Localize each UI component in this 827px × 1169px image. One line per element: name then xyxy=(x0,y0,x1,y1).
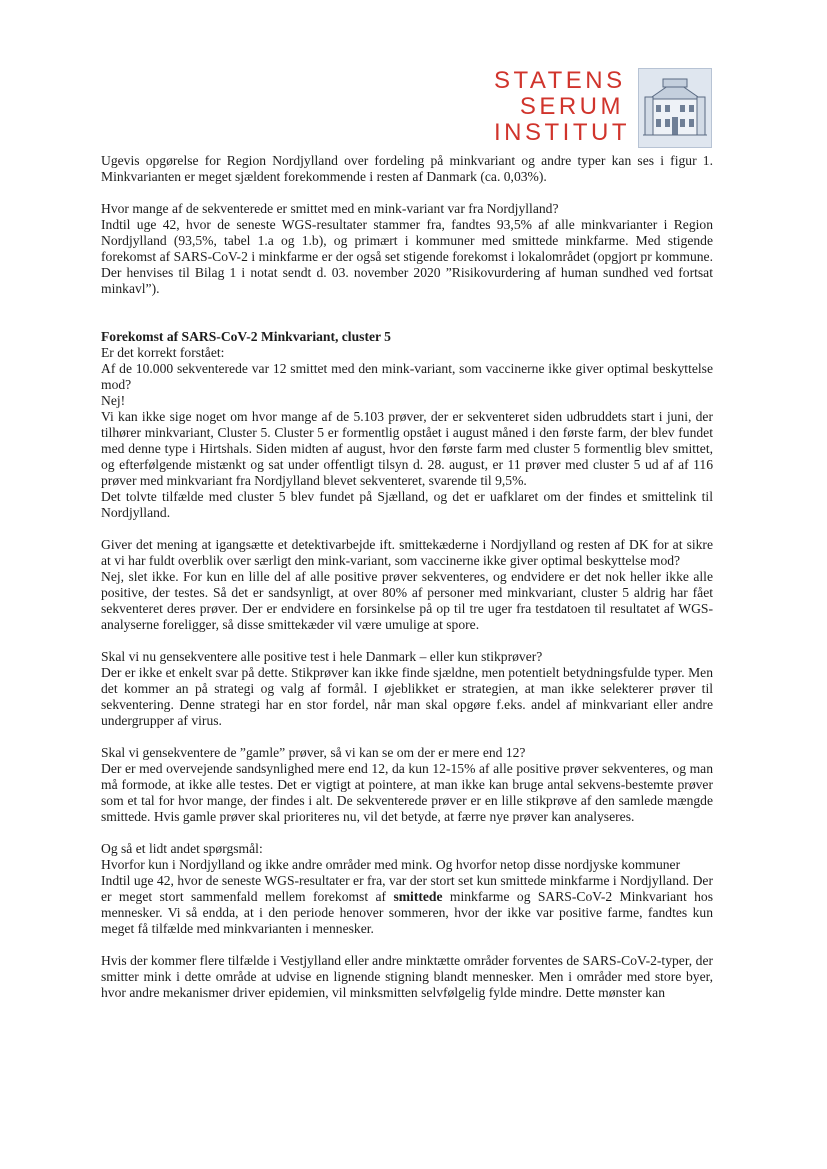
logo-line-statens: STATENS xyxy=(494,67,626,94)
gamle-question: Skal vi gensekventere de ”gamle” prøver, så vi kan se om der er mere end 12? xyxy=(101,745,526,760)
andet-intro: Og så et lidt andet spørgsmål: xyxy=(101,841,263,856)
document-body xyxy=(101,153,713,1001)
cluster5-line-3: Nej! xyxy=(101,393,126,408)
intro-paragraph: Ugevis opgørelse for Region Nordjylland over fordeling på minkvariant og andre typer kan ses i figur 1. Minkvarianten er meget sjældent forekommende i resten af Danmark (ca. 0,03%). xyxy=(101,153,713,184)
andet-answer-part1: Indtil uge 42, hvor de seneste WGS-resultater er fra, var der stort set kun smittede minkfarme i Nordjylland. Der er meget stort sammenfald mellem forekomst af xyxy=(101,873,713,904)
logo-wordmark xyxy=(494,67,630,146)
cluster5-heading: Forekomst af SARS-CoV-2 Minkvariant, cluster 5 xyxy=(101,329,391,344)
andet-answer xyxy=(101,873,713,937)
institute-building-icon xyxy=(638,68,712,148)
closing-paragraph: Hvis der kommer flere tilfælde i Vestjylland eller andre minktætte områder forventes de SARS-CoV-2-typer, der smitter mink i dette område at udvise en lignende stigning blandt mennesker. Men i områder med store byer, hvor andre mekanismer driver epidemien, vil minksmitten selvfølgelig fylde mindre. Dette mønster kan xyxy=(101,953,713,1000)
nordjylland-question: Hvor mange af de sekventerede er smittet med en mink-variant var fra Nordjylland? xyxy=(101,201,559,216)
gamle-answer: Der er med overvejende sandsynlighed mere end 12, da kun 12-15% af alle positive prøver sekventeres, og man må formode, at ikke alle testes. Det er vigtigt at pointere, at man ikke kan bruge antal sekvens-bestemte prøver som et tal for hvor mange, der findes i alt. De sekventerede prøver er en lille stikprøve af den samlede mængde smittede. Hvis gamle prøver skal prioriteres nu, vil det betyde, at færre nye prøver kan analyseres. xyxy=(101,761,713,824)
cluster5-line-4: Vi kan ikke sige noget om hvor mange af de 5.103 prøver, der er sekventeret siden udbruddets start i juni, der tilhører minkvariant, Cluster 5. Cluster 5 er formentlig opstået i august måned i den første farm, der blev fundet med denne type i Hirtshals. Siden midten af august, hvor den første farm med cluster 5 formentlig blev smittet, og efterfølgende mistænkt og sat under offentligt tilsyn d. 28. august, er 11 prøver med cluster 5 ud af af 116 prøver med minkvariant fra Nordjylland blevet sekventeret, svarende til 9,5%. xyxy=(101,409,713,488)
detektiv-question: Giver det mening at igangsætte et detektivarbejde ift. smittekæderne i Nordjylland og resten af DK for at sikre at vi har fuldt overblik over særligt den mink-variant, som vaccinerne ikke giver optimal beskyttelse mod? xyxy=(101,537,713,568)
cluster5-line-1: Er det korrekt forstået: xyxy=(101,345,225,360)
cluster5-line-5: Det tolvte tilfælde med cluster 5 blev fundet på Sjælland, og det er uafklaret om der findes et smittelink til Nordjylland. xyxy=(101,489,713,520)
detektiv-answer: Nej, slet ikke. For kun en lille del af alle positive prøver sekventeres, og endvidere er det nok heller ikke alle positive, der testes. Så det er sandsynligt, at over 80% af personer med minkvariant, cluster 5 aldrig har fået sekventeret deres prøver. Der er endvidere en forsinkelse på op til tre uger fra testdatoen til resultatet af WGS-analyserne foreligger, så disse smittekæder vil være umulige at spore. xyxy=(101,569,713,632)
cluster5-line-2: Af de 10.000 sekventerede var 12 smittet med den mink-variant, som vaccinerne ikke giver optimal beskyttelse mod? xyxy=(101,361,713,392)
logo-line-serum: SERUM xyxy=(519,93,624,120)
andet-answer-bold: smittede xyxy=(393,889,443,904)
andet-answer-part2: minkfarme og SARS-CoV-2 Minkvariant hos mennesker. Vi så endda, at i den periode henover sommeren, hvor der ikke var positive farme, fandtes kun meget få tilfælde med minkvarianten i mennesker. xyxy=(101,889,713,936)
logo-line-institut: INSTITUT xyxy=(494,119,630,146)
gensekventere-question: Skal vi nu gensekventere alle positive test i hele Danmark – eller kun stikprøver? xyxy=(101,649,543,664)
nordjylland-answer: Indtil uge 42, hvor de seneste WGS-resultater stammer fra, fandtes 93,5% af alle minkvarianter i Region Nordjylland (93,5%, tabel 1.a og 1.b), og primært i kommuner med smittede minkfarme. Med stigende forekomst af SARS-CoV-2 i minkfarme er der også set stigende forekomst i lokalområdet (opgjort pr kommune. Der henvises til Bilag 1 i notat sendt d. 03. november 2020 ”Risikovurdering af human sundhed ved fortsat minkavl”). xyxy=(101,217,713,296)
andet-question: Hvorfor kun i Nordjylland og ikke andre områder med mink. Og hvorfor netop disse nordjyske kommuner xyxy=(101,857,681,872)
statens-serum-institut-logo xyxy=(494,64,712,150)
gensekventere-answer: Der er ikke et enkelt svar på dette. Stikprøver kan ikke finde sjældne, men potentielt betydningsfulde typer. Men det kommer an på strategi og valg af formål. I øjeblikket er strategien, at man ikke selekterer prøver til sekventering. Denne strategi har en stor fordel, når man skal opgøre f.eks. andel af minkvariant eller andre undergrupper af virus. xyxy=(101,665,713,728)
